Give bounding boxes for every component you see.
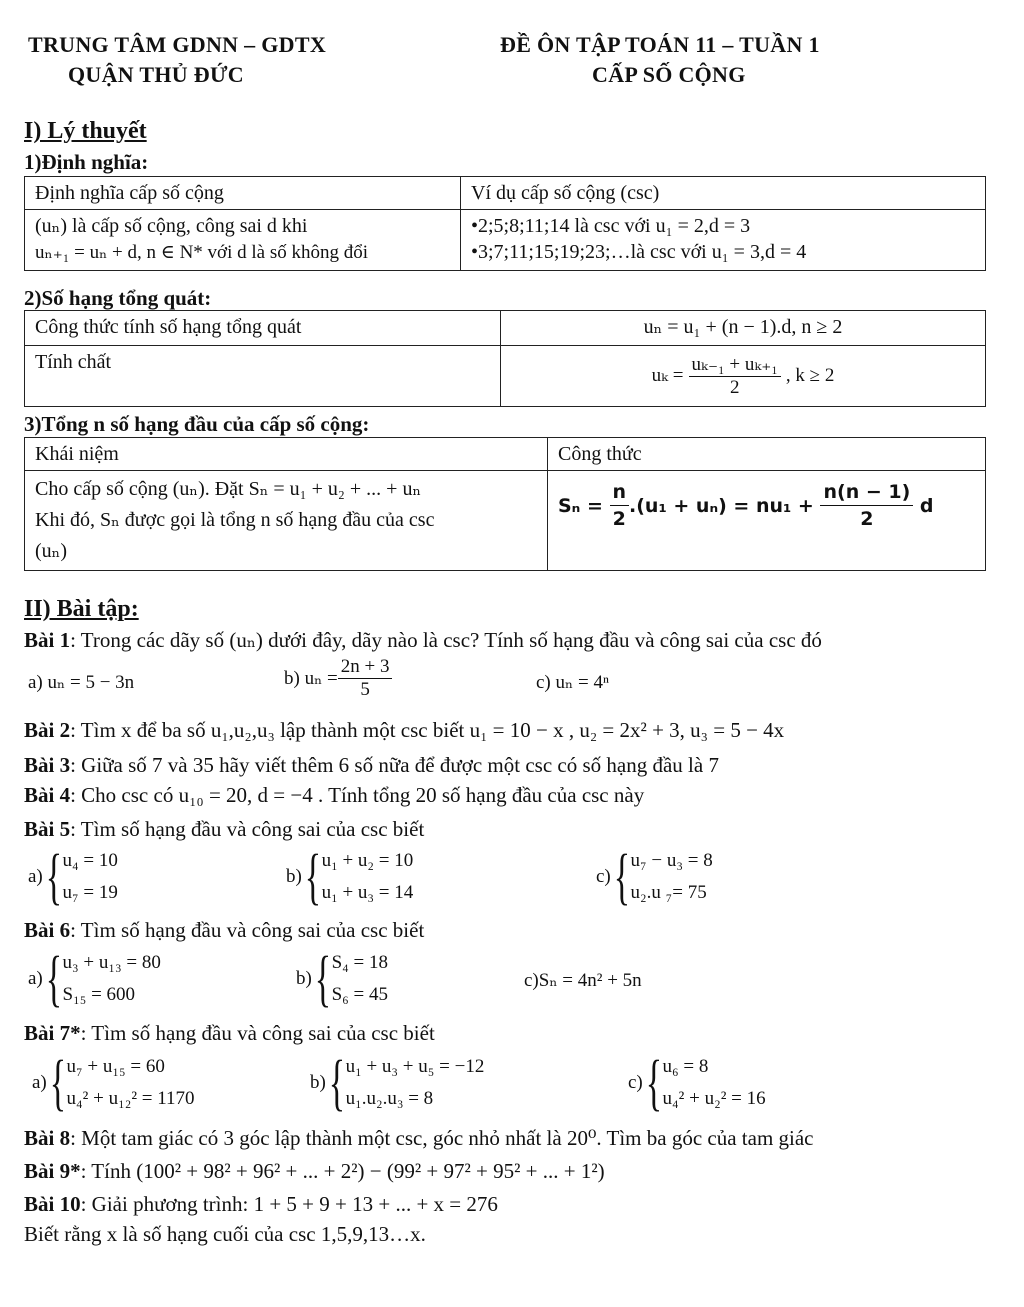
property-numerator: uₖ₋₁ + uₖ₊₁ — [689, 354, 781, 377]
exercises-title: II) Bài tập: — [24, 596, 139, 622]
exercise-5 — [24, 817, 424, 842]
exercise-5-b: b) { u₁ + u₂ = 10 u₁ + u₃ = 14 — [286, 843, 414, 911]
exercise-5-text: : Tìm số hạng đầu và công sai của csc biết — [70, 817, 425, 841]
district-name: QUẬN THỦ ĐỨC — [68, 62, 244, 87]
exercise-6-a-label: a) — [28, 968, 43, 989]
exercise-6 — [24, 918, 424, 943]
property-condition: , k ≥ 2 — [785, 364, 835, 386]
property-label: Tính chất — [25, 346, 501, 407]
exercise-5-b-eq1: u₁ + u₂ = 10 — [321, 850, 414, 871]
exercise-10-label: Bài 10 — [24, 1192, 81, 1216]
exercise-7-label: Bài 7* — [24, 1021, 81, 1045]
exercise-7-b: b) { u₁ + u₃ + u₅ = −12 u₁.u₂.u₃ = 8 — [310, 1049, 485, 1117]
exercise-5-c-eq2: u₂.u ₇= 75 — [630, 882, 707, 903]
exercise-7 — [24, 1021, 435, 1046]
exercise-8-label: Bài 8 — [24, 1126, 71, 1150]
sum-lhs: Sₙ = — [558, 494, 603, 517]
concept-line-1: Cho cấp số cộng (uₙ). Đặt Sₙ = u₁ + u₂ + ... + uₙ — [35, 478, 422, 500]
exercise-6-a-eq2: S₁₅ = 600 — [62, 984, 136, 1005]
exercise-8-text: : Một tam giác có 3 góc lập thành một csc, góc nhỏ nhất là 20⁰. Tìm ba góc của tam giác — [70, 1126, 814, 1150]
definition-header: Định nghĩa cấp số cộng — [25, 177, 461, 210]
exercise-1-b-fraction — [338, 656, 393, 701]
exam-title: ĐỀ ÔN TẬP TOÁN 11 – TUẦN 1 — [500, 32, 820, 57]
general-term-title: 2)Số hạng tổng quát: — [24, 286, 212, 310]
exercise-2-label: Bài 2 — [24, 718, 71, 742]
exercise-5-a: a) { u₄ = 10 u₇ = 19 — [28, 843, 118, 911]
exercise-2 — [24, 718, 784, 743]
exercise-7-c: c) { u₆ = 8 u₄² + u₂² = 16 — [628, 1049, 766, 1117]
exercise-9-label: Bài 9* — [24, 1159, 81, 1183]
exercise-10 — [24, 1192, 498, 1217]
exercise-7-a-eq1: u₇ + u₁₅ = 60 — [66, 1056, 165, 1077]
exercise-5-label: Bài 5 — [24, 817, 71, 841]
exercise-2-text: : Tìm x để ba số u₁,u₂,u₃ lập thành một csc biết u₁ = 10 − x , u₂ = 2x² + 3, u₃ = 5 − 4x — [70, 718, 785, 742]
exam-subtitle: CẤP SỐ CỘNG — [592, 62, 746, 87]
general-term-formula: uₙ = u₁ + (n − 1).d, n ≥ 2 — [501, 311, 986, 346]
definition-table — [24, 176, 986, 271]
exercise-9-text: : Tính (100² + 98² + 96² + ... + 2²) − (99² + 97² + 95² + ... + 1²) — [80, 1159, 605, 1183]
exercise-7-a-eq2: u₄² + u₁₂² = 1170 — [66, 1088, 195, 1109]
exercise-6-a-eq1: u₃ + u₁₃ = 80 — [62, 952, 161, 973]
exercise-5-b-label: b) — [286, 866, 302, 887]
exercise-6-text: : Tìm số hạng đầu và công sai của csc biết — [70, 918, 425, 942]
definition-line-2: uₙ₊₁ = uₙ + d, n ∈ N* với d là số không đổi — [35, 242, 369, 263]
exercise-7-text: : Tìm số hạng đầu và công sai của csc biết — [80, 1021, 435, 1045]
exercise-7-b-eq2: u₁.u₂.u₃ = 8 — [345, 1088, 434, 1109]
sum-table — [24, 437, 986, 571]
sum-frac2-denominator: 2 — [860, 508, 874, 530]
sum-title: 3)Tổng n số hạng đầu của cấp số cộng: — [24, 412, 370, 436]
exercise-3-text: : Giữa số 7 và 35 hãy viết thêm 6 số nữa để được một csc có số hạng đầu là 7 — [70, 753, 719, 777]
sum-frac2-numerator: n(n − 1) — [820, 479, 913, 506]
exercise-1-b-denominator: 5 — [360, 679, 370, 700]
sum-frac1-numerator: n — [610, 479, 630, 506]
exercise-7-b-eq1: u₁ + u₃ + u₅ = −12 — [345, 1056, 485, 1077]
sum-formula — [548, 471, 986, 571]
exercise-5-a-eq1: u₄ = 10 — [62, 850, 118, 871]
exercise-1-b — [284, 656, 392, 701]
exercise-7-a-label: a) — [32, 1072, 47, 1093]
property-fraction — [689, 354, 781, 399]
example-line-1: •2;5;8;11;14 là csc với u₁ = 2,d = 3 — [471, 215, 751, 237]
exercise-5-a-label: a) — [28, 866, 43, 887]
concept-header: Khái niệm — [25, 438, 548, 471]
exercise-1-c: c) uₙ = 4ⁿ — [536, 672, 609, 693]
exercise-4-text: : Cho csc có u₁₀ = 20, d = −4 . Tính tổng 20 số hạng đầu của csc này — [70, 783, 645, 807]
exercise-1-label: Bài 1 — [24, 628, 71, 652]
exercise-1 — [24, 628, 822, 653]
exercise-4 — [24, 783, 644, 808]
sum-frac1-denominator: 2 — [612, 508, 626, 530]
exercise-1-b-numerator: 2n + 3 — [338, 656, 393, 679]
exercise-7-c-label: c) — [628, 1072, 643, 1093]
definition-title: 1)Định nghĩa: — [24, 150, 149, 174]
example-line-2: •3;7;11;15;19;23;…là csc với u₁ = 3,d = 4 — [471, 241, 807, 263]
exercise-5-c: c) { u₇ − u₃ = 8 u₂.u ₇= 75 — [596, 843, 713, 911]
exercise-6-b-eq2: S₆ = 45 — [331, 984, 388, 1005]
exercise-1-text: : Trong các dãy số (uₙ) dưới đây, dãy nào là csc? Tính số hạng đầu và công sai của csc đó — [70, 628, 822, 652]
concept-cell — [25, 471, 548, 571]
exercise-5-a-eq2: u₇ = 19 — [62, 882, 118, 903]
exercise-3-label: Bài 3 — [24, 753, 71, 777]
exercise-6-b-eq1: S₄ = 18 — [331, 952, 388, 973]
theory-title: I) Lý thuyết — [24, 118, 147, 144]
concept-line-3: (uₙ) — [35, 540, 67, 562]
example-header: Ví dụ cấp số cộng (csc) — [461, 177, 986, 210]
exercise-6-b-label: b) — [296, 968, 312, 989]
general-term-table — [24, 310, 986, 407]
exercise-5-c-eq1: u₇ − u₃ = 8 — [630, 850, 713, 871]
property-formula — [501, 346, 986, 407]
exercise-6-a: a) { u₃ + u₁₃ = 80 S₁₅ = 600 — [28, 945, 161, 1013]
exercise-7-b-label: b) — [310, 1072, 326, 1093]
general-term-label: Công thức tính số hạng tổng quát — [25, 311, 501, 346]
sum-fraction-1 — [610, 479, 630, 532]
exercise-6-label: Bài 6 — [24, 918, 71, 942]
exercise-4-label: Bài 4 — [24, 783, 71, 807]
exercise-5-c-label: c) — [596, 866, 611, 887]
sum-end: d — [919, 494, 934, 517]
exercise-7-a: a) { u₇ + u₁₅ = 60 u₄² + u₁₂² = 1170 — [32, 1049, 195, 1117]
exercise-10-text: : Giải phương trình: 1 + 5 + 9 + 13 + ... + x = 276 — [80, 1192, 498, 1216]
exercise-7-c-eq1: u₆ = 8 — [662, 1056, 709, 1077]
exercise-9 — [24, 1159, 605, 1184]
exercise-10-note: Biết rằng x là số hạng cuối của csc 1,5,9,13…x. — [24, 1222, 426, 1246]
exercise-8 — [24, 1126, 814, 1151]
school-name: TRUNG TÂM GDNN – GDTX — [28, 32, 327, 57]
exercise-3 — [24, 753, 719, 778]
exercise-7-c-eq2: u₄² + u₂² = 16 — [662, 1088, 766, 1109]
sum-fraction-2 — [820, 479, 913, 532]
exercise-1-a: a) uₙ = 5 − 3n — [28, 672, 135, 693]
sum-middle: .(u₁ + uₙ) = nu₁ + — [629, 494, 814, 517]
exercise-6-c: c)Sₙ = 4n² + 5n — [524, 970, 642, 991]
exercise-1-b-lhs: b) uₙ = — [284, 667, 338, 689]
definition-cell — [25, 210, 461, 271]
exercise-6-b: b) { S₄ = 18 S₆ = 45 — [296, 945, 388, 1013]
exercise-5-b-eq2: u₁ + u₃ = 14 — [321, 882, 414, 903]
concept-line-2: Khi đó, Sₙ được gọi là tổng n số hạng đầu của csc — [35, 509, 435, 531]
property-lhs: uₖ = — [651, 364, 684, 386]
property-denominator: 2 — [729, 376, 740, 398]
formula-header: Công thức — [548, 438, 986, 471]
example-cell — [461, 210, 986, 271]
definition-line-1: (uₙ) là cấp số cộng, công sai d khi — [35, 215, 308, 237]
